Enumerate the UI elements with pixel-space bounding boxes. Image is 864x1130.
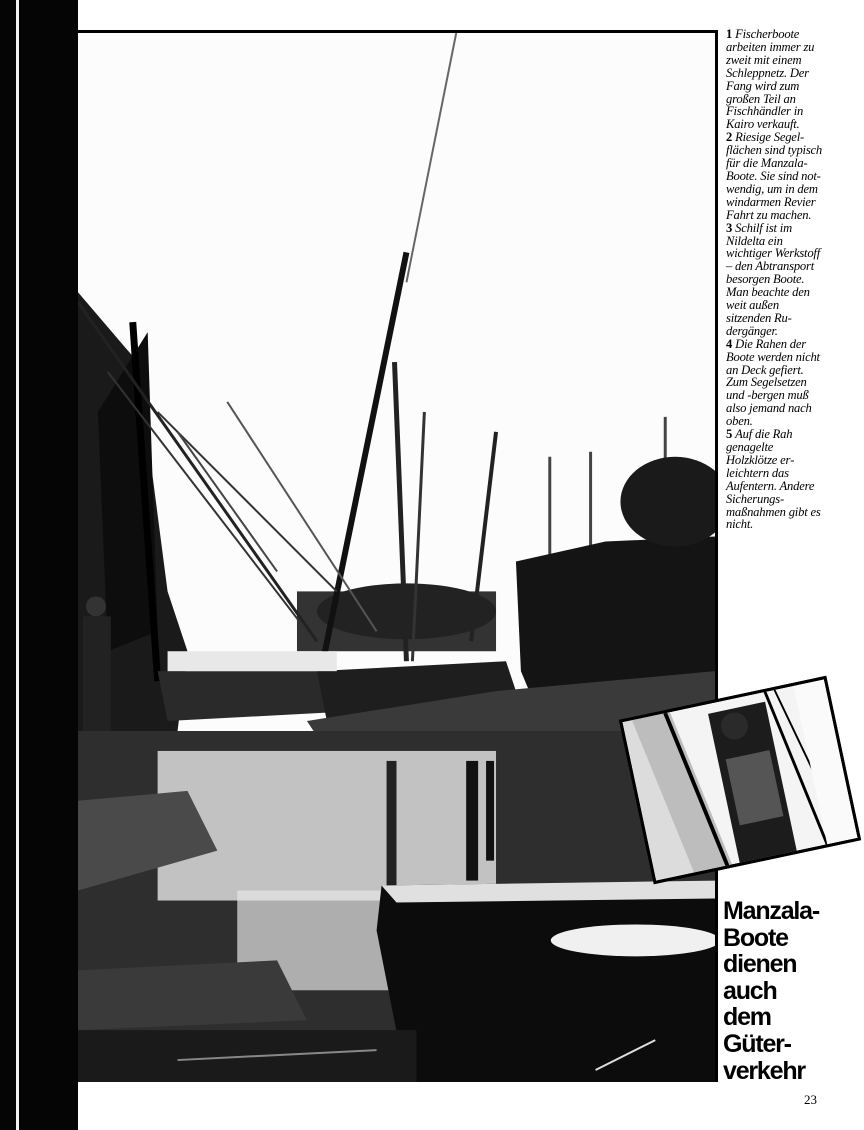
- caption-text: Auf die Rah genagelte Holzklötze erleichtern das Aufentern. Andere Sicherungsmaßnahmen gibt es nicht.: [726, 427, 821, 532]
- caption-item: [726, 428, 826, 531]
- headline-line: Güter-: [723, 1029, 791, 1058]
- headline: [723, 898, 841, 1084]
- caption-number: 2: [726, 130, 733, 145]
- caption-number: 1: [726, 27, 733, 41]
- page-number: 23: [804, 1092, 817, 1107]
- caption-text: Schilf ist im Nildelta ein wichtiger Werkstoff – den Abtransport besorgen Boote. Man beachte den weit außen sitzenden Rudergänger.: [726, 220, 821, 338]
- headline-line: Manzala-: [723, 897, 819, 925]
- left-edge-bar: [0, 0, 78, 1130]
- main-photo-drawing: [78, 33, 715, 1082]
- caption-block: [726, 28, 826, 531]
- caption-item: [726, 338, 826, 428]
- headline-line: Boote: [723, 923, 788, 952]
- headline-line: dem: [723, 1003, 771, 1032]
- caption-text: Riesige Segelflächen sind typisch für die Manzala-Boote. Sie sind notwendig, um in dem windarmen Revier Fahrt zu machen.: [726, 130, 823, 222]
- caption-item: [726, 28, 826, 131]
- main-photo: [78, 30, 718, 1082]
- caption-item: [726, 222, 826, 338]
- caption-number: 4: [726, 336, 733, 351]
- caption-number: 5: [726, 427, 733, 442]
- caption-number: 3: [726, 220, 733, 235]
- left-edge-line: [16, 0, 19, 1130]
- headline-line: auch: [723, 976, 777, 1005]
- caption-text: Die Rahen der Boote werden nicht an Deck gefiert. Zum Segelsetzen und -bergen muß also jemand nach oben.: [726, 336, 820, 429]
- headline-line: verkehr: [723, 1056, 805, 1085]
- caption-item: [726, 131, 826, 221]
- caption-text: Fischerboote arbeiten immer zu zweit mit einem Schleppnetz. Der Fang wird zum großen Teil an Fischhändler in Kairo verkauft.: [726, 27, 815, 132]
- headline-line: dienen: [723, 950, 797, 979]
